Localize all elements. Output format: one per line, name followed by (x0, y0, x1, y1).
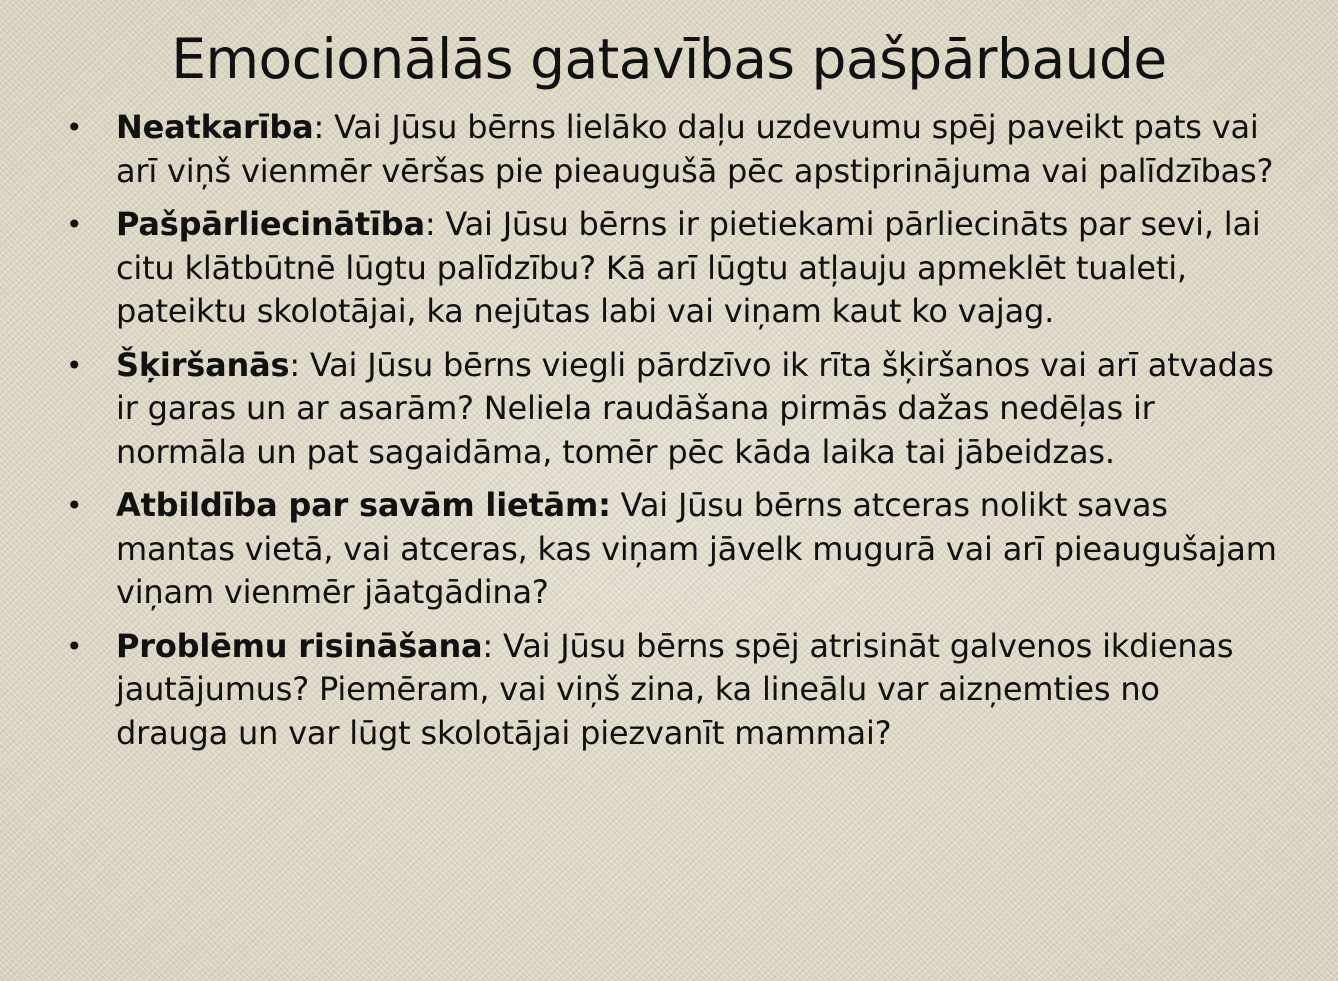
bullet-dot-icon: • (66, 111, 83, 144)
bullet-dot-icon: • (66, 348, 83, 382)
bullet-text: Vai Jūsu bērns viegli pārdzīvo ik rīta šķiršanos vai arī atvadas ir garas un ar asarām? Neliela raudāšana pirmās dažas nedēļas ir normāla un pat sagaidāma, tomēr pēc kāda laika tai jābeidzas. (116, 345, 1274, 471)
bullet-list (58, 106, 1278, 765)
bullet-separator: : (289, 345, 300, 384)
slide-title: Emocionālās gatavības pašpārbaude (171, 27, 1167, 91)
bullet-term: Atbildība par savām lietām: (116, 486, 611, 524)
bullet-item-separation (58, 344, 1278, 475)
bullet-text: Vai Jūsu bērns atceras nolikt savas mantas vietā, vai atceras, kas viņam jāvelk mugurā vai arī pieaugušajam viņam vienmēr jāatgādina? (116, 486, 1277, 611)
bullet-term: Pašpārliecinātība (116, 205, 425, 243)
bullet-item-independence (58, 106, 1278, 193)
bullet-dot-icon: • (66, 208, 83, 241)
bullet-text: Vai Jūsu bērns ir pietiekami pārliecināts par sevi, lai citu klātbūtnē lūgtu palīdzību? Kā arī lūgtu atļauju apmeklēt tualeti, pateiktu skolotājai, ka nejūtas labi vai viņam kaut ko vajag. (116, 205, 1261, 330)
bullet-term: Problēmu risināšana (116, 626, 483, 665)
bullet-dot-icon: • (66, 489, 83, 522)
bullet-separator: : (424, 205, 436, 243)
bullet-item-responsibility (58, 484, 1278, 615)
bullet-separator: : (482, 626, 494, 665)
bullet-dot-icon: • (66, 629, 83, 663)
bullet-term: Neatkarība (116, 108, 314, 146)
bullet-term: Šķiršanās (116, 345, 290, 384)
bullet-item-problem-solving (58, 625, 1278, 756)
bullet-item-self-confidence (58, 203, 1278, 334)
bullet-separator: : (313, 108, 325, 146)
bullet-text: Vai Jūsu bērns spēj atrisināt galvenos ikdienas jautājumus? Piemēram, vai viņš zina, ka lineālu var aizņemties no drauga un var lūgt skolotājai piezvanīt mammai? (116, 626, 1234, 752)
bullet-text: Vai Jūsu bērns lielāko daļu uzdevumu spēj paveikt pats vai arī viņš vienmēr vēršas pie pieaugušā pēc apstiprinājuma vai palīdzības? (116, 108, 1274, 190)
